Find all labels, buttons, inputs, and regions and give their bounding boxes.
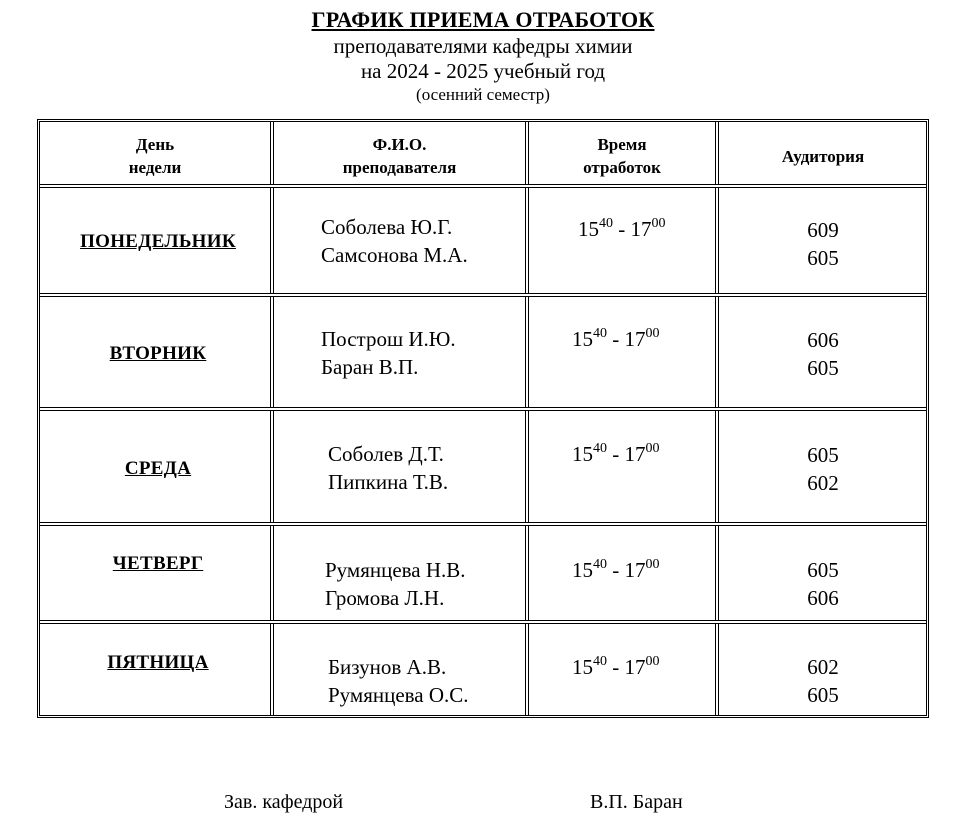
- day-monday: ПОНЕДЕЛЬНИК: [80, 231, 236, 252]
- time-separator: -: [607, 655, 625, 679]
- time-separator: -: [613, 217, 631, 241]
- column-divider: [270, 122, 274, 715]
- time-start-hour: 15: [572, 442, 593, 466]
- time-start-minutes: 40: [599, 216, 613, 231]
- row-divider: [40, 407, 926, 411]
- time-end-hour: 17: [624, 655, 646, 679]
- document-subtitle-department: преподавателями кафедры химии: [333, 34, 633, 58]
- column-header-teacher: [274, 133, 525, 179]
- time-end-minutes: 00: [645, 441, 660, 456]
- room-number: 605: [807, 443, 839, 467]
- teacher-name: Построш И.Ю.: [321, 327, 456, 351]
- row-divider: [40, 522, 926, 526]
- time-start-minutes: 40: [593, 441, 607, 456]
- room-number: 606: [807, 328, 839, 352]
- column-header-time: [529, 133, 715, 179]
- time-end-hour: 17: [624, 327, 646, 351]
- time-start-hour: 15: [572, 655, 593, 679]
- teachers-friday: [328, 653, 469, 709]
- time-end-minutes: 00: [645, 557, 660, 572]
- row-divider: [40, 620, 926, 624]
- time-start-hour: 15: [572, 558, 593, 582]
- column-header-room: [719, 145, 927, 168]
- time-end-minutes: 00: [645, 326, 660, 341]
- rooms-tuesday: [793, 326, 853, 382]
- time-monday: [578, 215, 666, 247]
- column-header-day: [40, 133, 270, 179]
- teachers-monday: [321, 213, 468, 269]
- rooms-friday: [793, 653, 853, 709]
- teacher-name: Пипкина Т.В.: [328, 470, 449, 494]
- time-end-hour: 17: [630, 217, 652, 241]
- document-title: ГРАФИК ПРИЕМА ОТРАБОТОК: [311, 7, 655, 32]
- teachers-wednesday: [328, 440, 448, 496]
- time-start-hour: 15: [578, 217, 599, 241]
- teachers-thursday: [325, 556, 466, 612]
- room-number: 602: [807, 655, 839, 679]
- time-separator: -: [607, 327, 625, 351]
- column-header-line: Аудитория: [781, 147, 865, 166]
- rooms-wednesday: [793, 441, 853, 497]
- row-divider: [40, 184, 926, 188]
- column-header-line: отработок: [583, 158, 661, 177]
- time-tuesday: [572, 325, 660, 357]
- room-number: 605: [807, 683, 839, 707]
- rooms-monday: [793, 216, 853, 272]
- column-divider: [715, 122, 719, 715]
- signature-name: В.П. Баран: [590, 791, 683, 813]
- column-header-line: День: [135, 135, 175, 154]
- day-thursday: ЧЕТВЕРГ: [112, 553, 204, 574]
- time-start-minutes: 40: [593, 326, 607, 341]
- column-header-line: недели: [128, 158, 182, 177]
- teacher-name: Громова Л.Н.: [325, 586, 445, 610]
- teacher-name: Самсонова М.А.: [321, 243, 468, 267]
- time-start-hour: 15: [572, 327, 593, 351]
- room-number: 605: [807, 246, 839, 270]
- time-separator: -: [607, 558, 625, 582]
- teacher-name: Румянцева Н.В.: [325, 558, 466, 582]
- row-divider: [40, 293, 926, 297]
- column-header-line: Время: [597, 135, 647, 154]
- day-friday: ПЯТНИЦА: [107, 652, 209, 673]
- time-end-minutes: 00: [651, 216, 666, 231]
- schedule-table: [37, 119, 929, 718]
- room-number: 602: [807, 471, 839, 495]
- room-number: 605: [807, 558, 839, 582]
- time-thursday: [572, 556, 660, 588]
- column-header-line: Ф.И.О.: [372, 135, 427, 154]
- day-wednesday: СРЕДА: [124, 458, 192, 479]
- teacher-name: Бизунов А.В.: [328, 655, 447, 679]
- signature-position: Зав. кафедрой: [224, 791, 344, 813]
- time-start-minutes: 40: [593, 557, 607, 572]
- teacher-name: Баран В.П.: [321, 355, 419, 379]
- rooms-thursday: [793, 556, 853, 612]
- teachers-tuesday: [321, 325, 456, 381]
- column-divider: [525, 122, 529, 715]
- document-semester: (осенний семестр): [416, 85, 550, 104]
- time-end-minutes: 00: [645, 654, 660, 669]
- document-header: [0, 6, 955, 106]
- room-number: 605: [807, 356, 839, 380]
- teacher-name: Соболева Ю.Г.: [321, 215, 453, 239]
- document-subtitle-year: на 2024 - 2025 учебный год: [360, 59, 606, 83]
- day-tuesday: ВТОРНИК: [109, 343, 207, 364]
- room-number: 609: [807, 218, 839, 242]
- time-start-minutes: 40: [593, 654, 607, 669]
- time-end-hour: 17: [624, 558, 646, 582]
- time-separator: -: [607, 442, 625, 466]
- teacher-name: Соболев Д.Т.: [328, 442, 444, 466]
- column-header-line: преподавателя: [342, 158, 457, 177]
- room-number: 606: [807, 586, 839, 610]
- time-wednesday: [572, 440, 660, 472]
- teacher-name: Румянцева О.С.: [328, 683, 469, 707]
- time-end-hour: 17: [624, 442, 646, 466]
- time-friday: [572, 653, 660, 685]
